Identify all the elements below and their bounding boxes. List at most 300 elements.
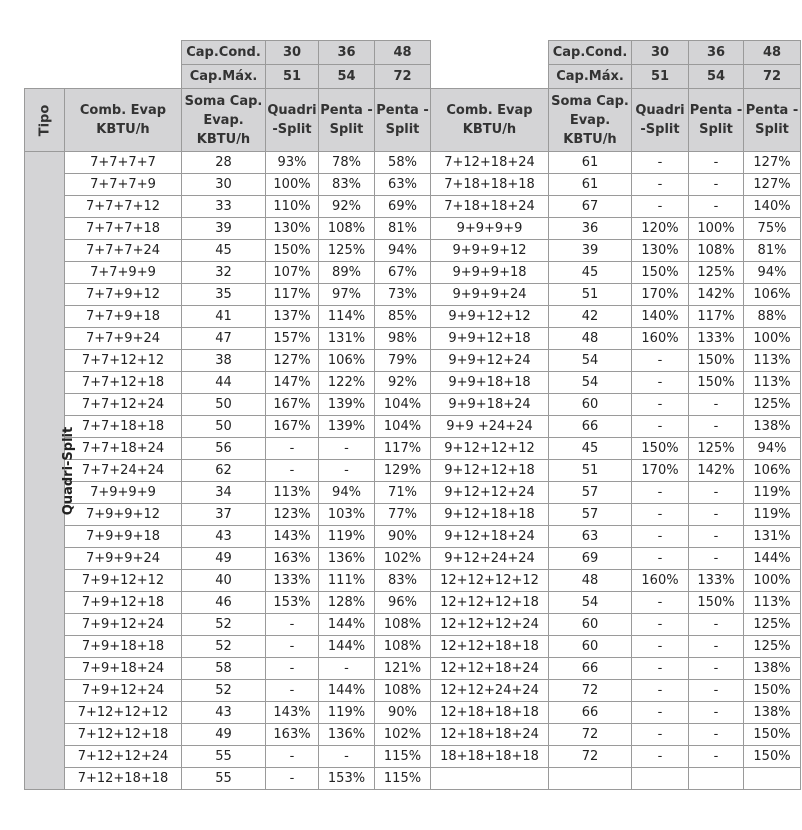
- right-quadri-split-cell: -: [632, 614, 689, 636]
- right-quadri-split-cell: -: [632, 548, 689, 570]
- left-penta-split-cell-1: -: [319, 746, 375, 768]
- left-penta-split-cell-2: 69%: [375, 196, 431, 218]
- quadri-split-header-right: Quadri -Split: [632, 89, 689, 152]
- left-penta-split-cell-2: 81%: [375, 218, 431, 240]
- left-penta-split-cell-1: 125%: [319, 240, 375, 262]
- right-comb-evap-cell: 9+9+18+18: [431, 372, 549, 394]
- right-quadri-split-cell: -: [632, 526, 689, 548]
- right-comb-evap-cell: 18+18+18+18: [431, 746, 549, 768]
- right-penta-split-cell-1: 150%: [689, 372, 744, 394]
- left-penta-split-cell-1: 131%: [319, 328, 375, 350]
- right-penta-split-cell-2: 140%: [744, 196, 801, 218]
- left-soma-cap-cell: 28: [182, 152, 266, 174]
- left-penta-split-cell-2: 104%: [375, 394, 431, 416]
- left-penta-split-cell-2: 108%: [375, 680, 431, 702]
- right-penta-split-cell-2: 75%: [744, 218, 801, 240]
- left-comb-evap-cell: 7+7+7+18: [65, 218, 182, 240]
- left-quadri-split-cell: -: [266, 680, 319, 702]
- right-comb-evap-cell: 12+12+18+24: [431, 658, 549, 680]
- right-penta-split-cell-1: -: [689, 152, 744, 174]
- left-comb-evap-cell: 7+9+9+24: [65, 548, 182, 570]
- right-penta-split-cell-1: 125%: [689, 262, 744, 284]
- left-soma-cap-cell: 50: [182, 394, 266, 416]
- left-penta-split-cell-1: 139%: [319, 416, 375, 438]
- table-row: [25, 328, 801, 350]
- right-penta-split-cell-1: -: [689, 196, 744, 218]
- left-penta-split-cell-2: 83%: [375, 570, 431, 592]
- right-soma-cap-cell: 45: [549, 438, 632, 460]
- left-comb-evap-cell: 7+7+18+24: [65, 438, 182, 460]
- left-soma-cap-cell: 33: [182, 196, 266, 218]
- left-comb-evap-cell: 7+7+9+18: [65, 306, 182, 328]
- left-penta-split-cell-1: 153%: [319, 768, 375, 790]
- capacity-table-container: [24, 40, 801, 790]
- table-row: [25, 680, 801, 702]
- right-soma-cap-cell: 45: [549, 262, 632, 284]
- right-quadri-split-cell: 170%: [632, 284, 689, 306]
- table-row: [25, 372, 801, 394]
- right-penta-split-cell-2: 119%: [744, 504, 801, 526]
- right-soma-cap-cell: 39: [549, 240, 632, 262]
- left-quadri-split-cell: 163%: [266, 548, 319, 570]
- left-quadri-split-cell: 153%: [266, 592, 319, 614]
- left-comb-evap-cell: 7+7+18+18: [65, 416, 182, 438]
- left-soma-cap-cell: 39: [182, 218, 266, 240]
- right-quadri-split-cell: -: [632, 504, 689, 526]
- left-comb-evap-cell: 7+7+7+7: [65, 152, 182, 174]
- right-soma-cap-cell: 72: [549, 680, 632, 702]
- left-penta-split-cell-1: 122%: [319, 372, 375, 394]
- right-soma-cap-cell: 57: [549, 504, 632, 526]
- left-penta-split-cell-2: 117%: [375, 438, 431, 460]
- left-penta-split-cell-2: 121%: [375, 658, 431, 680]
- right-soma-cap-cell: 60: [549, 614, 632, 636]
- right-penta-split-cell-1: -: [689, 680, 744, 702]
- penta-split-header-left-1: Penta -Split: [319, 89, 375, 152]
- right-quadri-split-cell: -: [632, 372, 689, 394]
- right-soma-cap-cell: 54: [549, 350, 632, 372]
- right-comb-evap-cell: 9+12+18+24: [431, 526, 549, 548]
- left-comb-evap-cell: 7+7+7+9: [65, 174, 182, 196]
- right-soma-cap-cell: 36: [549, 218, 632, 240]
- left-soma-cap-cell: 44: [182, 372, 266, 394]
- right-penta-split-cell-2: 125%: [744, 614, 801, 636]
- left-quadri-split-cell: 107%: [266, 262, 319, 284]
- left-penta-split-cell-1: 144%: [319, 614, 375, 636]
- right-penta-split-cell-2: 113%: [744, 592, 801, 614]
- left-comb-evap-cell: 7+12+18+18: [65, 768, 182, 790]
- left-quadri-split-cell: -: [266, 768, 319, 790]
- left-comb-evap-cell: 7+9+12+12: [65, 570, 182, 592]
- left-comb-evap-cell: 7+9+18+24: [65, 658, 182, 680]
- right-comb-evap-cell: 12+12+24+24: [431, 680, 549, 702]
- right-quadri-split-cell: -: [632, 350, 689, 372]
- table-row: [25, 636, 801, 658]
- cap-max-72-right: 72: [744, 65, 801, 89]
- table-row: [25, 504, 801, 526]
- left-penta-split-cell-2: 98%: [375, 328, 431, 350]
- left-soma-cap-cell: 45: [182, 240, 266, 262]
- left-soma-cap-cell: 52: [182, 614, 266, 636]
- right-penta-split-cell-1: 150%: [689, 350, 744, 372]
- right-quadri-split-cell: -: [632, 724, 689, 746]
- table-row: [25, 152, 801, 174]
- right-soma-cap-cell: 63: [549, 526, 632, 548]
- left-quadri-split-cell: 110%: [266, 196, 319, 218]
- left-soma-cap-cell: 50: [182, 416, 266, 438]
- right-quadri-split-cell: -: [632, 658, 689, 680]
- left-penta-split-cell-2: 77%: [375, 504, 431, 526]
- cap-max-54-left: 54: [319, 65, 375, 89]
- right-penta-split-cell-2: 127%: [744, 152, 801, 174]
- right-comb-evap-cell: 9+9+9+9: [431, 218, 549, 240]
- right-penta-split-cell-1: -: [689, 394, 744, 416]
- left-penta-split-cell-1: -: [319, 658, 375, 680]
- left-quadri-split-cell: 150%: [266, 240, 319, 262]
- left-penta-split-cell-2: 102%: [375, 548, 431, 570]
- left-penta-split-cell-1: 111%: [319, 570, 375, 592]
- right-quadri-split-cell: -: [632, 636, 689, 658]
- table-row: [25, 658, 801, 680]
- left-penta-split-cell-1: -: [319, 460, 375, 482]
- table-row: [25, 394, 801, 416]
- left-penta-split-cell-1: 136%: [319, 548, 375, 570]
- table-row: [25, 460, 801, 482]
- column-header-row: [25, 89, 801, 152]
- cap-max-54-right: 54: [689, 65, 744, 89]
- right-quadri-split-cell: 160%: [632, 328, 689, 350]
- left-comb-evap-cell: 7+9+9+12: [65, 504, 182, 526]
- right-penta-split-cell-2: 150%: [744, 680, 801, 702]
- right-penta-split-cell-2: 138%: [744, 416, 801, 438]
- right-penta-split-cell-2: 150%: [744, 724, 801, 746]
- left-penta-split-cell-1: 144%: [319, 636, 375, 658]
- left-comb-evap-cell: 7+7+9+12: [65, 284, 182, 306]
- right-comb-evap-cell: 12+12+18+18: [431, 636, 549, 658]
- left-penta-split-cell-2: 63%: [375, 174, 431, 196]
- right-comb-evap-cell: 12+12+12+24: [431, 614, 549, 636]
- right-penta-split-cell-1: -: [689, 504, 744, 526]
- penta-split-header-left-2: Penta -Split: [375, 89, 431, 152]
- left-comb-evap-cell: 7+9+12+18: [65, 592, 182, 614]
- table-row: [25, 526, 801, 548]
- left-quadri-split-cell: 127%: [266, 350, 319, 372]
- right-penta-split-cell-2: 138%: [744, 702, 801, 724]
- left-penta-split-cell-1: 94%: [319, 482, 375, 504]
- left-soma-cap-cell: 34: [182, 482, 266, 504]
- left-penta-split-cell-1: 119%: [319, 526, 375, 548]
- left-penta-split-cell-1: 136%: [319, 724, 375, 746]
- left-soma-cap-cell: 56: [182, 438, 266, 460]
- tipo-header-label: Tipo: [37, 104, 52, 136]
- left-penta-split-cell-1: 128%: [319, 592, 375, 614]
- table-row: [25, 768, 801, 790]
- cap-cond-label-right: Cap.Cond.: [549, 41, 632, 65]
- left-soma-cap-cell: 38: [182, 350, 266, 372]
- right-penta-split-cell-2: 100%: [744, 328, 801, 350]
- left-penta-split-cell-2: 58%: [375, 152, 431, 174]
- soma-cap-header-left: Soma Cap. Evap. KBTU/h: [182, 89, 266, 152]
- left-comb-evap-cell: 7+7+9+9: [65, 262, 182, 284]
- left-penta-split-cell-2: 90%: [375, 526, 431, 548]
- left-quadri-split-cell: 123%: [266, 504, 319, 526]
- quadri-split-header-left: Quadri -Split: [266, 89, 319, 152]
- tipo-header: [25, 89, 65, 152]
- right-penta-split-cell-2: 88%: [744, 306, 801, 328]
- right-penta-split-cell-2: 125%: [744, 636, 801, 658]
- left-soma-cap-cell: 55: [182, 768, 266, 790]
- right-comb-evap-cell: 9+12+24+24: [431, 548, 549, 570]
- right-penta-split-cell-1: -: [689, 548, 744, 570]
- right-comb-evap-cell: 9+9+9+18: [431, 262, 549, 284]
- right-comb-evap-cell: 9+9+12+18: [431, 328, 549, 350]
- right-penta-split-cell-2: 100%: [744, 570, 801, 592]
- table-row: [25, 438, 801, 460]
- right-penta-split-cell-2: 113%: [744, 372, 801, 394]
- right-soma-cap-cell: 48: [549, 328, 632, 350]
- left-soma-cap-cell: 52: [182, 680, 266, 702]
- cap-cond-label-left: Cap.Cond.: [182, 41, 266, 65]
- left-penta-split-cell-1: 92%: [319, 196, 375, 218]
- right-quadri-split-cell: -: [632, 482, 689, 504]
- table-row: [25, 482, 801, 504]
- left-penta-split-cell-1: 83%: [319, 174, 375, 196]
- right-comb-evap-cell: 9+9+18+24: [431, 394, 549, 416]
- left-soma-cap-cell: 49: [182, 724, 266, 746]
- right-soma-cap-cell: [549, 768, 632, 790]
- right-soma-cap-cell: 60: [549, 394, 632, 416]
- right-penta-split-cell-1: -: [689, 702, 744, 724]
- right-penta-split-cell-2: 113%: [744, 350, 801, 372]
- left-quadri-split-cell: 167%: [266, 416, 319, 438]
- left-penta-split-cell-1: 89%: [319, 262, 375, 284]
- left-quadri-split-cell: -: [266, 658, 319, 680]
- right-penta-split-cell-2: 94%: [744, 262, 801, 284]
- header-row-cap-max: [25, 65, 801, 89]
- cap-cond-36-left: 36: [319, 41, 375, 65]
- left-quadri-split-cell: -: [266, 438, 319, 460]
- right-penta-split-cell-2: 81%: [744, 240, 801, 262]
- left-soma-cap-cell: 43: [182, 702, 266, 724]
- right-comb-evap-cell: 12+18+18+24: [431, 724, 549, 746]
- right-penta-split-cell-2: 125%: [744, 394, 801, 416]
- left-quadri-split-cell: -: [266, 460, 319, 482]
- right-comb-evap-cell: 9+12+12+24: [431, 482, 549, 504]
- right-penta-split-cell-1: -: [689, 658, 744, 680]
- left-quadri-split-cell: 100%: [266, 174, 319, 196]
- left-quadri-split-cell: -: [266, 746, 319, 768]
- right-soma-cap-cell: 51: [549, 284, 632, 306]
- left-quadri-split-cell: 163%: [266, 724, 319, 746]
- left-soma-cap-cell: 35: [182, 284, 266, 306]
- right-penta-split-cell-1: -: [689, 746, 744, 768]
- right-penta-split-cell-1: 142%: [689, 460, 744, 482]
- table-row: [25, 174, 801, 196]
- left-soma-cap-cell: 32: [182, 262, 266, 284]
- left-soma-cap-cell: 47: [182, 328, 266, 350]
- table-row: [25, 548, 801, 570]
- penta-split-header-right-2: Penta -Split: [744, 89, 801, 152]
- right-penta-split-cell-1: 133%: [689, 570, 744, 592]
- left-comb-evap-cell: 7+9+9+9: [65, 482, 182, 504]
- left-penta-split-cell-1: 78%: [319, 152, 375, 174]
- right-penta-split-cell-2: 144%: [744, 548, 801, 570]
- left-quadri-split-cell: -: [266, 614, 319, 636]
- right-penta-split-cell-2: 131%: [744, 526, 801, 548]
- left-penta-split-cell-2: 67%: [375, 262, 431, 284]
- right-comb-evap-cell: 7+18+18+18: [431, 174, 549, 196]
- right-comb-evap-cell: 9+12+12+18: [431, 460, 549, 482]
- right-penta-split-cell-1: 125%: [689, 438, 744, 460]
- table-row: [25, 570, 801, 592]
- table-row: [25, 306, 801, 328]
- left-penta-split-cell-1: 114%: [319, 306, 375, 328]
- left-soma-cap-cell: 58: [182, 658, 266, 680]
- left-quadri-split-cell: 133%: [266, 570, 319, 592]
- cap-cond-36-right: 36: [689, 41, 744, 65]
- right-penta-split-cell-1: 142%: [689, 284, 744, 306]
- right-quadri-split-cell: -: [632, 680, 689, 702]
- right-penta-split-cell-1: -: [689, 174, 744, 196]
- left-comb-evap-cell: 7+9+9+18: [65, 526, 182, 548]
- left-penta-split-cell-2: 92%: [375, 372, 431, 394]
- cap-cond-30-right: 30: [632, 41, 689, 65]
- cap-max-51-right: 51: [632, 65, 689, 89]
- right-penta-split-cell-1: -: [689, 636, 744, 658]
- left-penta-split-cell-2: 94%: [375, 240, 431, 262]
- right-soma-cap-cell: 66: [549, 702, 632, 724]
- right-quadri-split-cell: -: [632, 592, 689, 614]
- right-soma-cap-cell: 69: [549, 548, 632, 570]
- left-soma-cap-cell: 49: [182, 548, 266, 570]
- left-quadri-split-cell: 143%: [266, 526, 319, 548]
- right-penta-split-cell-2: 106%: [744, 284, 801, 306]
- table-row: [25, 284, 801, 306]
- left-penta-split-cell-1: 97%: [319, 284, 375, 306]
- right-quadri-split-cell: -: [632, 196, 689, 218]
- right-soma-cap-cell: 66: [549, 416, 632, 438]
- blank-cell: [431, 41, 549, 65]
- header-row-cap-cond: [25, 41, 801, 65]
- left-quadri-split-cell: 117%: [266, 284, 319, 306]
- left-soma-cap-cell: 62: [182, 460, 266, 482]
- right-penta-split-cell-1: 108%: [689, 240, 744, 262]
- right-quadri-split-cell: 140%: [632, 306, 689, 328]
- blank-cell: [25, 41, 65, 65]
- left-penta-split-cell-2: 71%: [375, 482, 431, 504]
- blank-cell: [65, 41, 182, 65]
- left-soma-cap-cell: 46: [182, 592, 266, 614]
- cap-max-51-left: 51: [266, 65, 319, 89]
- left-comb-evap-cell: 7+7+9+24: [65, 328, 182, 350]
- right-penta-split-cell-1: 100%: [689, 218, 744, 240]
- comb-evap-header-left: Comb. Evap KBTU/h: [65, 89, 182, 152]
- left-quadri-split-cell: 137%: [266, 306, 319, 328]
- left-comb-evap-cell: 7+7+12+24: [65, 394, 182, 416]
- right-quadri-split-cell: -: [632, 394, 689, 416]
- right-penta-split-cell-2: 138%: [744, 658, 801, 680]
- right-penta-split-cell-1: -: [689, 416, 744, 438]
- table-row: [25, 240, 801, 262]
- left-comb-evap-cell: 7+7+12+18: [65, 372, 182, 394]
- right-soma-cap-cell: 66: [549, 658, 632, 680]
- right-penta-split-cell-1: [689, 768, 744, 790]
- table-row: [25, 592, 801, 614]
- left-penta-split-cell-1: 119%: [319, 702, 375, 724]
- table-row: [25, 614, 801, 636]
- table-row: [25, 350, 801, 372]
- right-penta-split-cell-1: 133%: [689, 328, 744, 350]
- left-penta-split-cell-2: 96%: [375, 592, 431, 614]
- left-quadri-split-cell: 157%: [266, 328, 319, 350]
- left-penta-split-cell-1: 108%: [319, 218, 375, 240]
- right-comb-evap-cell: 12+12+12+12: [431, 570, 549, 592]
- comb-evap-header-right: Comb. Evap KBTU/h: [431, 89, 549, 152]
- left-penta-split-cell-1: 106%: [319, 350, 375, 372]
- left-penta-split-cell-2: 108%: [375, 614, 431, 636]
- table-row: [25, 262, 801, 284]
- blank-cell: [431, 65, 549, 89]
- left-soma-cap-cell: 37: [182, 504, 266, 526]
- table-row: [25, 218, 801, 240]
- right-quadri-split-cell: 150%: [632, 438, 689, 460]
- right-quadri-split-cell: 120%: [632, 218, 689, 240]
- right-comb-evap-cell: 12+12+12+18: [431, 592, 549, 614]
- right-penta-split-cell-1: -: [689, 614, 744, 636]
- left-penta-split-cell-1: 103%: [319, 504, 375, 526]
- right-comb-evap-cell: 9+9+9+12: [431, 240, 549, 262]
- right-quadri-split-cell: 170%: [632, 460, 689, 482]
- left-penta-split-cell-2: 79%: [375, 350, 431, 372]
- left-quadri-split-cell: 113%: [266, 482, 319, 504]
- table-row: [25, 724, 801, 746]
- right-penta-split-cell-1: 150%: [689, 592, 744, 614]
- left-quadri-split-cell: 147%: [266, 372, 319, 394]
- left-penta-split-cell-2: 104%: [375, 416, 431, 438]
- right-comb-evap-cell: 12+18+18+18: [431, 702, 549, 724]
- right-quadri-split-cell: -: [632, 746, 689, 768]
- left-quadri-split-cell: 93%: [266, 152, 319, 174]
- left-penta-split-cell-2: 85%: [375, 306, 431, 328]
- left-soma-cap-cell: 41: [182, 306, 266, 328]
- right-comb-evap-cell: [431, 768, 549, 790]
- right-soma-cap-cell: 57: [549, 482, 632, 504]
- table-row: [25, 746, 801, 768]
- left-soma-cap-cell: 43: [182, 526, 266, 548]
- cap-cond-48-left: 48: [375, 41, 431, 65]
- table-row: [25, 196, 801, 218]
- left-quadri-split-cell: 167%: [266, 394, 319, 416]
- penta-split-header-right-1: Penta -Split: [689, 89, 744, 152]
- right-quadri-split-cell: -: [632, 702, 689, 724]
- left-comb-evap-cell: 7+12+12+12: [65, 702, 182, 724]
- right-soma-cap-cell: 54: [549, 372, 632, 394]
- right-soma-cap-cell: 48: [549, 570, 632, 592]
- left-soma-cap-cell: 52: [182, 636, 266, 658]
- left-comb-evap-cell: 7+12+12+18: [65, 724, 182, 746]
- right-penta-split-cell-1: 117%: [689, 306, 744, 328]
- left-comb-evap-cell: 7+9+12+24: [65, 680, 182, 702]
- right-quadri-split-cell: 130%: [632, 240, 689, 262]
- right-quadri-split-cell: -: [632, 416, 689, 438]
- left-comb-evap-cell: 7+9+18+18: [65, 636, 182, 658]
- right-quadri-split-cell: -: [632, 152, 689, 174]
- right-comb-evap-cell: 7+12+18+24: [431, 152, 549, 174]
- cap-cond-48-right: 48: [744, 41, 801, 65]
- right-soma-cap-cell: 72: [549, 746, 632, 768]
- blank-cell: [65, 65, 182, 89]
- left-comb-evap-cell: 7+7+7+12: [65, 196, 182, 218]
